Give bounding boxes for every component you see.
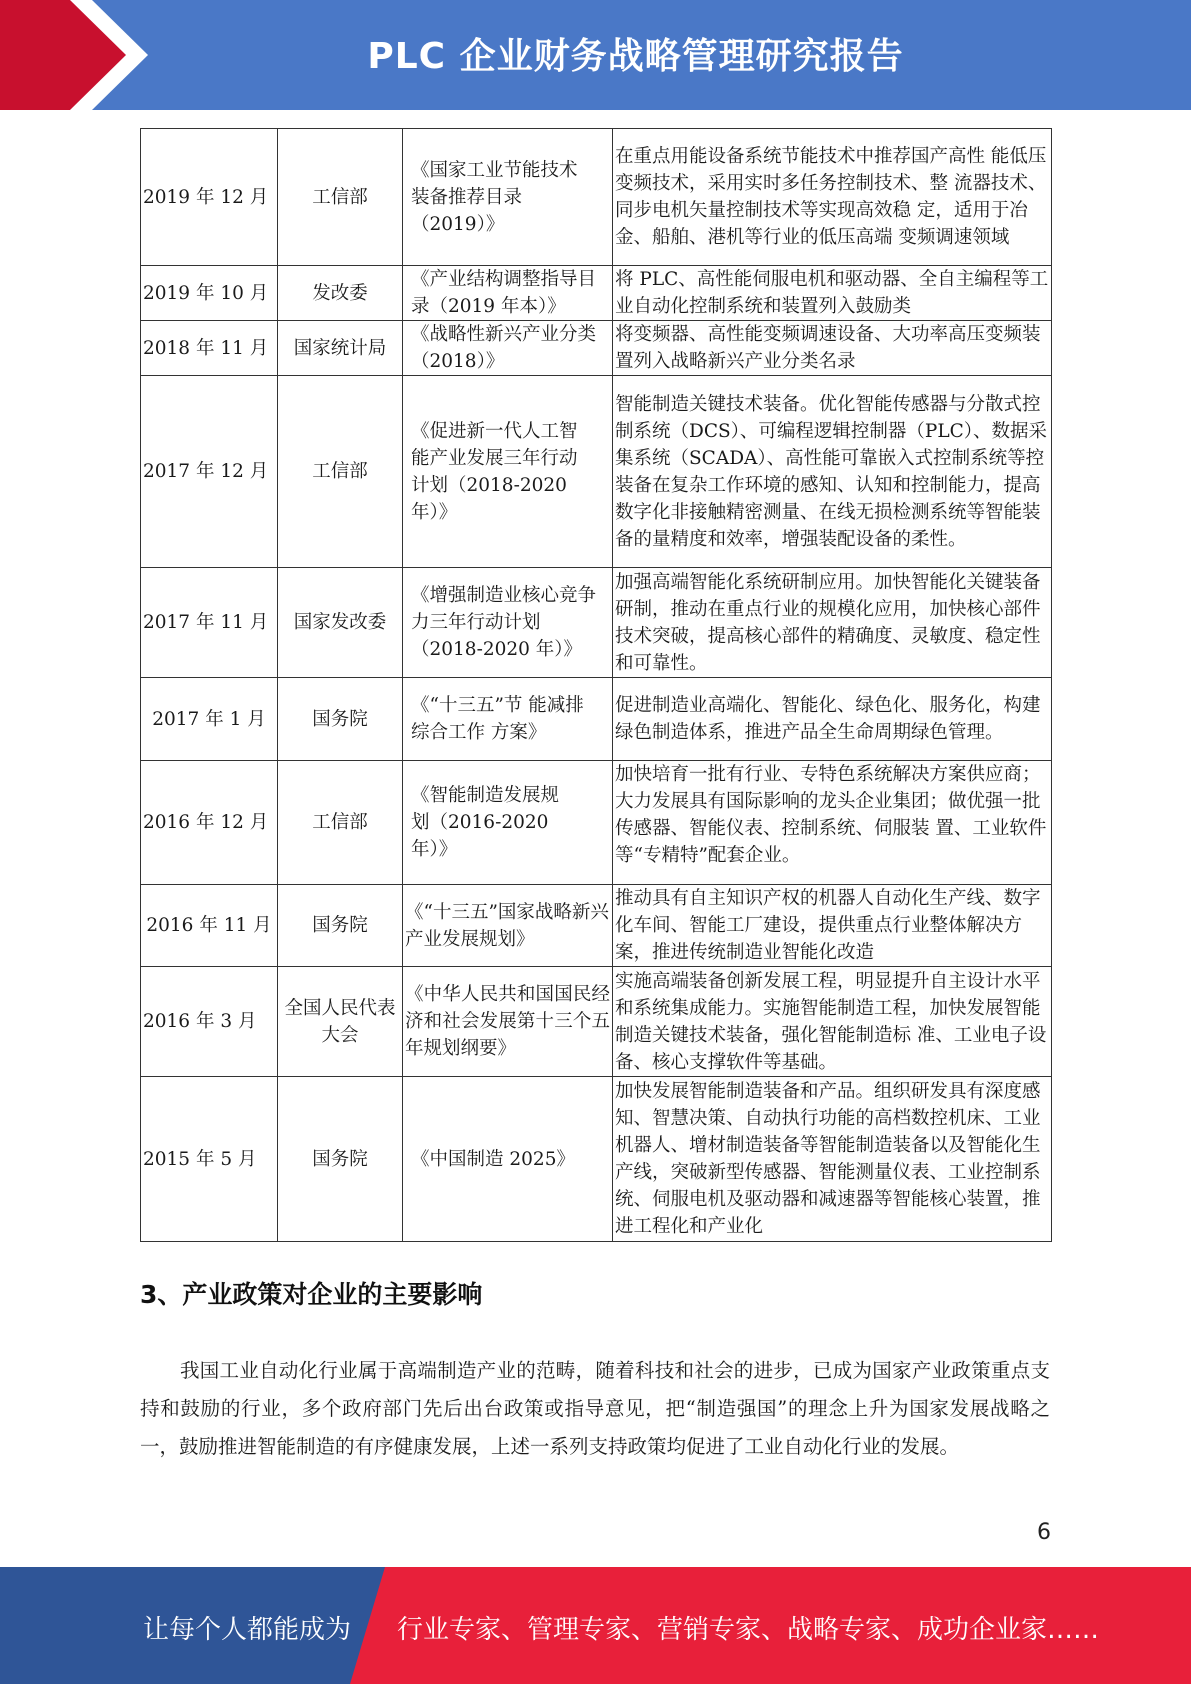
cell-date: 2016 年 11 月 [141,885,278,967]
cell-document: 《中国制造 2025》 [403,1077,613,1242]
cell-description: 促进制造业高端化、智能化、绿色化、服务化，构建绿色制造体系，推进产品全生命周期绿色管理。 [613,678,1052,761]
cell-date: 2016 年 3 月 [141,967,278,1077]
table-row [141,761,1052,885]
cell-description: 加强高端智能化系统研制应用。加快智能化关键装备研制，推动在重点行业的规模化应用，加快核心部件技术突破，提高核心部件的精确度、灵敏度、稳定性和可靠性。 [613,568,1052,678]
page-footer [0,1567,1191,1684]
table-row [141,129,1052,266]
cell-document: 《智能制造发展规划（2016-2020 年）》 [403,761,613,885]
cell-document: 《“十三五”节 能减排综合工作 方案》 [403,678,613,761]
cell-department: 国务院 [278,1077,403,1242]
cell-date: 2018 年 11 月 [141,321,278,376]
cell-date: 2017 年 11 月 [141,568,278,678]
cell-department: 国务院 [278,678,403,761]
table-row [141,885,1052,967]
cell-document: 《产业结构调整指导目录（2019 年本）》 [403,266,613,321]
table-row [141,967,1052,1077]
cell-date: 2015 年 5 月 [141,1077,278,1242]
cell-date: 2016 年 12 月 [141,761,278,885]
cell-description: 实施高端装备创新发展工程，明显提升自主设计水平和系统集成能力。实施智能制造工程，加快发展智能制造关键技术装备，强化智能制造标 准、工业电子设备、核心支撑软件等基础。 [613,967,1052,1077]
cell-description: 推动具有自主知识产权的机器人自动化生产线、数字化车间、智能工厂建设，提供重点行业整体解决方案，推进传统制造业智能化改造 [613,885,1052,967]
cell-description: 加快培育一批有行业、专特色系统解决方案供应商；大力发展具有国际影响的龙头企业集团；做优强一批传感器、智能仪表、控制系统、伺服装 置、工业软件等“专精特”配套企业。 [613,761,1052,885]
cell-document: 《“十三五”国家战略新兴产业发展规划》 [403,885,613,967]
cell-date: 2019 年 10 月 [141,266,278,321]
cell-department: 全国人民代表大会 [278,967,403,1077]
cell-description: 在重点用能设备系统节能技术中推荐国产高性 能低压变频技术，采用实时多任务控制技术、整 流器技术、同步电机矢量控制技术等实现高效稳 定，适用于冶金、船舶、港机等行业的低压高端 变频调速领域 [613,129,1052,266]
cell-department: 工信部 [278,129,403,266]
cell-department: 工信部 [278,376,403,568]
section-heading: 3、产业政策对企业的主要影响 [140,1280,483,1309]
cell-document: 《增强制造业核心竞争力三年行动计划（2018-2020 年）》 [403,568,613,678]
page-number: 6 [1037,1520,1051,1545]
table-row [141,266,1052,321]
footer-slogan-left: 让每个人都能成为 [143,1615,352,1645]
cell-document: 《促进新一代人工智能产业发展三年行动计划（2018-2020 年）》 [403,376,613,568]
cell-department: 国家发改委 [278,568,403,678]
cell-date: 2017 年 12 月 [141,376,278,568]
cell-document: 《战略性新兴产业分类（2018）》 [403,321,613,376]
cell-department: 国务院 [278,885,403,967]
cell-document: 《国家工业节能技术装备推荐目录（2019）》 [403,129,613,266]
cell-date: 2019 年 12 月 [141,129,278,266]
footer-slogan-right: 行业专家、管理专家、营销专家、战略专家、成功企业家…… [397,1615,1100,1645]
cell-description: 加快发展智能制造装备和产品。组织研发具有深度感知、智慧决策、自动执行功能的高档数控机床、工业机器人、增材制造装备等智能制造装备以及智能化生产线，突破新型传感器、智能测量仪表、工业控制系统、伺服电机及驱动器和减速器等智能核心装置，推进工程化和产业化 [613,1077,1052,1242]
cell-department: 工信部 [278,761,403,885]
table-row [141,678,1052,761]
cell-description: 智能制造关键技术装备。优化智能传感器与分散式控制系统（DCS）、可编程逻辑控制器（PLC）、数据采集系统（SCADA）、高性能可靠嵌入式控制系统等控装备在复杂工作环境的感知、认知和控制能力，提高数字化非接触精密测量、在线无损检测系统等智能装备的量精度和效率，增强装配设备的柔性。 [613,376,1052,568]
cell-department: 国家统计局 [278,321,403,376]
cell-description: 将变频器、高性能变频调速设备、大功率高压变频装置列入战略新兴产业分类名录 [613,321,1052,376]
body-paragraph: 我国工业自动化行业属于高端制造产业的范畴，随着科技和社会的进步，已成为国家产业政策重点支持和鼓励的行业，多个政府部门先后出台政策或指导意见，把“制造强国”的理念上升为国家发展战略之一，鼓励推进智能制造的有序健康发展，上述一系列支持政策均促进了工业自动化行业的发展。 [140,1359,1050,1458]
page-header [0,0,1191,110]
table-row [141,376,1052,568]
cell-date: 2017 年 1 月 [141,678,278,761]
policy-table [140,128,1052,1242]
table-row [141,1077,1052,1242]
table-row [141,321,1052,376]
cell-document: 《中华人民共和国国民经济和社会发展第十三个五年规划纲要》 [403,967,613,1077]
cell-department: 发改委 [278,266,403,321]
cell-description: 将 PLC、高性能伺服电机和驱动器、全自主编程等工业自动化控制系统和装置列入鼓励类 [613,266,1052,321]
report-title: PLC 企业财务战略管理研究报告 [367,36,904,77]
table-row [141,568,1052,678]
